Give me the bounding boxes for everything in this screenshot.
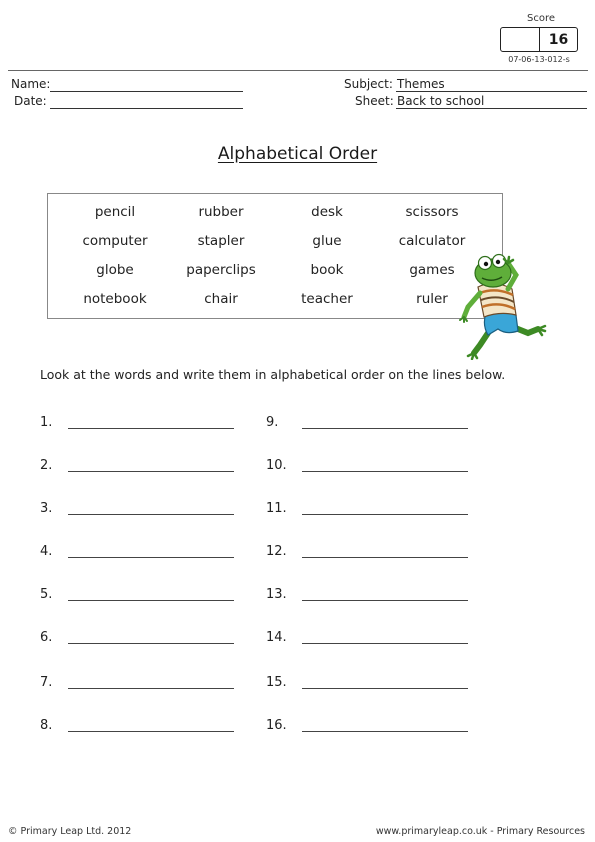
answer-number: 3.: [40, 501, 53, 516]
answer-number: 2.: [40, 458, 53, 473]
page-title: [0, 144, 595, 164]
name-label: Name:: [11, 77, 51, 91]
name-field[interactable]: [50, 91, 243, 92]
word-item: paperclips: [186, 262, 256, 278]
date-label: Date:: [14, 94, 47, 108]
score-label: Score: [526, 13, 555, 24]
date-field[interactable]: [50, 108, 243, 109]
page-title-text: Alphabetical Order: [217, 144, 378, 164]
answer-line[interactable]: [68, 557, 234, 558]
sheet-line: [396, 108, 587, 109]
word-item: rubber: [198, 204, 244, 220]
answer-line[interactable]: [302, 428, 468, 429]
answer-line[interactable]: [68, 471, 234, 472]
answer-number: 13.: [266, 587, 287, 602]
answer-number: 4.: [40, 544, 53, 559]
word-item: pencil: [94, 204, 136, 220]
answer-number: 15.: [266, 675, 287, 690]
answer-number: 7.: [40, 675, 53, 690]
footer-website[interactable]: www.primaryleap.co.uk - Primary Resources: [375, 826, 585, 837]
answer-number: 16.: [266, 718, 287, 733]
answer-line[interactable]: [68, 731, 234, 732]
worksheet-code: 07-06-13-012-s: [508, 55, 570, 64]
word-item: computer: [82, 233, 148, 249]
score-box: [500, 27, 578, 52]
word-item: glue: [312, 233, 342, 249]
answer-line[interactable]: [302, 471, 468, 472]
answer-number: 12.: [266, 544, 287, 559]
word-item: chair: [204, 291, 238, 307]
answer-number: 11.: [266, 501, 287, 516]
sheet-value: Back to school: [397, 94, 485, 108]
word-item: globe: [96, 262, 134, 278]
word-item: teacher: [301, 291, 353, 307]
score-total: 16: [548, 31, 569, 48]
answer-number: 14.: [266, 630, 287, 645]
header-divider: [8, 70, 588, 71]
answer-number: 9.: [266, 415, 279, 430]
word-item: calculator: [398, 233, 466, 249]
answer-line[interactable]: [68, 428, 234, 429]
sheet-label: Sheet:: [355, 94, 394, 108]
answer-line[interactable]: [302, 514, 468, 515]
instruction-text: Look at the words and write them in alphabetical order on the lines below.: [40, 367, 506, 382]
score-input[interactable]: [501, 28, 540, 51]
answer-line[interactable]: [68, 514, 234, 515]
word-item: ruler: [416, 291, 448, 307]
word-item: stapler: [197, 233, 245, 249]
word-item: notebook: [83, 291, 147, 307]
answer-number: 1.: [40, 415, 53, 430]
word-item: desk: [311, 204, 343, 220]
answer-line[interactable]: [68, 600, 234, 601]
answer-line[interactable]: [302, 731, 468, 732]
subject-line: [396, 91, 587, 92]
answer-number: 10.: [266, 458, 287, 473]
answer-line[interactable]: [68, 643, 234, 644]
word-item: book: [310, 262, 344, 278]
answer-number: 8.: [40, 718, 53, 733]
answer-line[interactable]: [302, 557, 468, 558]
word-box: [47, 193, 503, 319]
answer-line[interactable]: [302, 643, 468, 644]
word-item: scissors: [405, 204, 459, 220]
footer-copyright: © Primary Leap Ltd. 2012: [8, 826, 132, 837]
answer-number: 5.: [40, 587, 53, 602]
word-item: games: [409, 262, 455, 278]
subject-label: Subject:: [344, 77, 393, 91]
subject-value: Themes: [397, 77, 445, 91]
frog-icon: [458, 245, 548, 360]
answer-line[interactable]: [68, 688, 234, 689]
answer-line[interactable]: [302, 688, 468, 689]
answer-line[interactable]: [302, 600, 468, 601]
answer-number: 6.: [40, 630, 53, 645]
